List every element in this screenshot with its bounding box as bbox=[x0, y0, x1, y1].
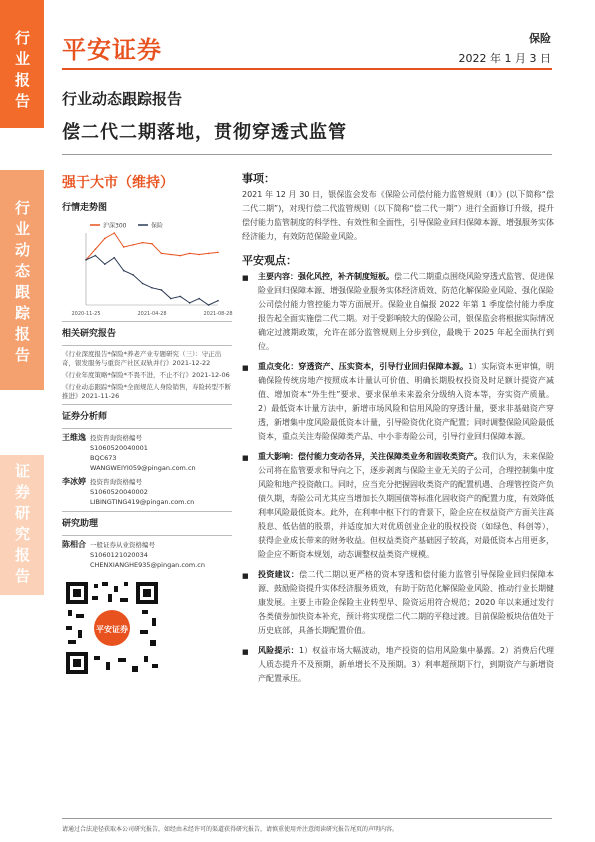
qr-code[interactable] bbox=[62, 578, 162, 678]
analyst-entry bbox=[62, 433, 232, 473]
view-bullet bbox=[242, 270, 554, 354]
data-point bbox=[189, 302, 191, 304]
x-tick-label: 2021-04-28 bbox=[137, 311, 167, 317]
bullet-lead: 重大影响：偿付能力变动各异，关注保障类业务和固收类资产。 bbox=[258, 452, 482, 461]
pingan-logo: 平安证券 bbox=[62, 36, 162, 64]
legend-label: 沪深300 bbox=[103, 222, 127, 230]
page-title: 偿二代二期落地，贯彻穿透式监管 bbox=[62, 122, 347, 143]
events-heading: 事项： bbox=[242, 172, 275, 185]
trend-chart bbox=[62, 219, 233, 319]
qr-code-graphic bbox=[62, 578, 162, 678]
data-point bbox=[198, 298, 200, 300]
data-point bbox=[95, 255, 97, 257]
footer-disclaimer: 请通过合法途径获取本公司研究报告，如经由未经许可的渠道获得研究报告，请慎重使用并注意阅读研究报告尾页的声明内容。 bbox=[62, 826, 399, 833]
sidebar-securities-research: 证券研究报告 bbox=[0, 455, 44, 595]
related-report-item[interactable]: 《行业年度策略*保险*不畏不进，不止不行》2021-12-06 bbox=[62, 371, 230, 379]
qr-logo-text: 平安证券 bbox=[96, 625, 128, 634]
section-divider bbox=[62, 511, 232, 512]
header-divider bbox=[62, 68, 552, 70]
x-tick-label: 2021-08-28 bbox=[203, 311, 233, 317]
analyst-cert-label: 投资咨询资格编号 bbox=[90, 434, 142, 442]
data-point bbox=[104, 238, 106, 240]
series-line-1 bbox=[86, 256, 218, 305]
related-report-item[interactable]: 《行业动态跟踪*保险*全面规范人身险销售，寿险转型不断推进》2021-11-26 bbox=[62, 383, 231, 400]
analyst-name: 王维逸 bbox=[62, 433, 86, 442]
bullet-text: 偿二代二期重点围绕风险穿透式监管、促进保险业回归保障本源、增强保险业服务实体经济质效、防范化解保险业风险、强化保险公司偿付能力管控能力等方面展开。保险业自偏报 2022 年第 1 季度偿付能力季度报告起全面实施偿二代二期。对于受影响较大的保险公司，银保监会将根据实际情况确定过渡期政策，允许在部分监管规则上分步到位，最晚于 2025 年起全面执行到位。 bbox=[258, 272, 554, 351]
assistant-cert-label: 一般证券从业资格编号 bbox=[90, 541, 155, 549]
section-divider bbox=[62, 404, 232, 405]
data-point bbox=[161, 289, 163, 291]
bullet-lead: 重点变化：穿透资产、压实资本，引导行业回归保障本源。 bbox=[258, 362, 469, 371]
bullet-lead: 风险提示： bbox=[258, 646, 299, 655]
analyst-email[interactable]: LIBINGTING419@pingan.com.cn bbox=[90, 498, 195, 506]
data-point bbox=[132, 244, 134, 246]
view-bullet bbox=[242, 450, 554, 562]
bullet-text: 1）权益市场大幅波动，地产投资的信用风险集中暴露。2）消费后代理人质态提升不及预期，新单增长不及预期。3）利率超预期下行，到期资产与新增资产配置承压。 bbox=[258, 646, 554, 683]
report-date: 2022 年 1 月 3 日 bbox=[458, 52, 551, 65]
analyst-email[interactable]: WANGWEIYI059@pingan.com.cn bbox=[90, 464, 196, 472]
data-point bbox=[189, 253, 191, 255]
bullet-icon: ■ bbox=[242, 648, 249, 656]
data-point bbox=[217, 252, 219, 254]
data-point bbox=[208, 253, 210, 255]
data-point bbox=[161, 253, 163, 255]
data-point bbox=[151, 243, 153, 245]
left-column bbox=[62, 172, 232, 678]
bullet-text: 偿二代二期以更严格的资本穿透和偿付能力监管引导保险业回归保障本源、鼓励险资提升实体经济服务质效，有助于防范化解保险业风险、推动行业长期健康发展。主要上市险企保险主业转型早、险资运用符合规范；2020 年以来通过发行各类债券加快资本补充，预计将实现偿二代二期的平稳过渡。目前保险板块估值处于历史底部，具备长期配置价值。 bbox=[258, 570, 555, 635]
data-point bbox=[198, 254, 200, 256]
views-heading: 平安观点： bbox=[242, 254, 297, 267]
data-point bbox=[85, 259, 87, 261]
data-point bbox=[113, 257, 115, 259]
data-point bbox=[208, 304, 210, 306]
bullet-lead: 投资建议： bbox=[258, 570, 300, 579]
assistant-cert-number: S1060121020034 bbox=[90, 551, 148, 559]
bullet-lead: 主要内容：强化风控，补齐制度短板。 bbox=[258, 272, 394, 281]
data-point bbox=[113, 232, 115, 234]
assistant-name: 陈相合 bbox=[62, 540, 86, 549]
section-divider bbox=[62, 345, 232, 346]
events-text: 2021 年 12 月 30 日，银保监会发布《保险公司偿付能力监管规则（Ⅱ）》(以下简称“偿二代二期”)，对现行偿二代监管规则（以下简称“偿二代一期”）进行全面修订升级，提升偿付能力监管制度的科学性、有效性和全面性，引导保险业回归保障本源、增强服务实体经济能力，有效防范保险业风险。 bbox=[242, 190, 554, 241]
series-line-0 bbox=[86, 233, 218, 260]
view-bullet bbox=[242, 360, 554, 444]
view-bullet bbox=[242, 644, 554, 686]
footer-divider bbox=[62, 818, 552, 819]
analyst-cert-label: 投资咨询资格编号 bbox=[90, 478, 142, 486]
data-point bbox=[217, 300, 219, 302]
data-point bbox=[95, 248, 97, 250]
bullet-icon: ■ bbox=[242, 454, 249, 462]
bullet-icon: ■ bbox=[242, 364, 249, 372]
assistant-entry bbox=[62, 540, 232, 570]
title-divider bbox=[62, 154, 552, 155]
analyst-cert-number: S1060520040002 bbox=[90, 488, 148, 496]
x-tick-label: 2020-11-25 bbox=[71, 311, 101, 317]
report-type: 行业动态跟踪报告 bbox=[62, 90, 183, 108]
sidebar-report-type: 行业动态跟踪报告 bbox=[0, 170, 44, 390]
section-divider bbox=[62, 321, 232, 322]
right-column bbox=[242, 172, 554, 692]
data-point bbox=[170, 298, 172, 300]
bullet-text: 1）实际资本更审慎，明确保险传统房地产按照成本计量认可价值、明确长期股权投资及时足额计提资产减值、增加资本“外生性”要求、要求保单未来盈余分级纳入资本等，夯实资产质量。2）最低资本计量方法中，新增市场风险和信用风险的穿透计量，要求非基础资产穿透，新增集中度风险最低资本计量，引导险资优化资产配置；同时调整保险风险最低资本，重点关注寿险保障类产品、中小非寿险公司，引导行业回归保障本源。 bbox=[258, 362, 555, 441]
data-point bbox=[123, 246, 125, 248]
analyst-name: 李冰婷 bbox=[62, 477, 86, 486]
data-point bbox=[179, 296, 181, 298]
data-point bbox=[104, 263, 106, 265]
related-reports-title: 相关研究报告 bbox=[62, 329, 117, 339]
rating-badge: 强于大市（维持） bbox=[62, 175, 174, 191]
analysts-title: 证券分析师 bbox=[62, 412, 108, 422]
data-point bbox=[170, 254, 172, 256]
bullet-icon: ■ bbox=[242, 274, 249, 282]
bullet-icon: ■ bbox=[242, 572, 249, 580]
section-divider bbox=[62, 428, 232, 429]
section-divider bbox=[62, 535, 232, 536]
sidebar-report-label: 行业报告 bbox=[0, 0, 44, 128]
legend-label: 保险 bbox=[151, 222, 164, 230]
data-point bbox=[151, 287, 153, 289]
analyst-cert-number: S1060520040001 bbox=[90, 444, 148, 452]
related-report-item[interactable]: 《行业深度报告*保险*养老产业专题研究（三）：守正出奇，银发服务与重资产社区双轨并行》2021-12-22 bbox=[62, 350, 222, 367]
view-bullet bbox=[242, 568, 554, 638]
data-point bbox=[132, 274, 134, 276]
data-point bbox=[142, 242, 144, 244]
sector-label: 保险 bbox=[529, 32, 551, 45]
sidebar bbox=[0, 0, 44, 842]
research-assistant-title: 研究助理 bbox=[62, 519, 99, 529]
data-point bbox=[142, 283, 144, 285]
analyst-code: BQC673 bbox=[90, 454, 117, 462]
data-point bbox=[179, 255, 181, 257]
data-point bbox=[123, 270, 125, 272]
analyst-entry bbox=[62, 477, 232, 507]
assistant-email[interactable]: CHENXIANGHE935@pingan.com.cn bbox=[90, 561, 206, 569]
trend-chart-title: 行情走势图 bbox=[62, 203, 108, 213]
bullet-text: 我们认为，未来保险公司将在监管要求和导向之下，逐步剥离与保险主业无关的子公司，合理控制集中度风险和地产投资敞口。同时，应当充分把握固收类资产的配置机遇、合理管控资产负债久期，寿险公司尤其应当增加长久期国债等标准化固收资产的配置力度，有效降低利率风险最低资本。此外，在利率中枢下行的背景下，险企应在权益资产方面关注高股息、低估值的股票，并适度加大对优质创业企业的股权投资（如绿色、科创等），获得企业成长带来的财务收益。但权益类资产基础因子较高，对最低资本占用更多，险企应不断资本规划，动态调整权益类资产规模。 bbox=[258, 452, 554, 559]
trend-chart-svg bbox=[62, 219, 233, 319]
